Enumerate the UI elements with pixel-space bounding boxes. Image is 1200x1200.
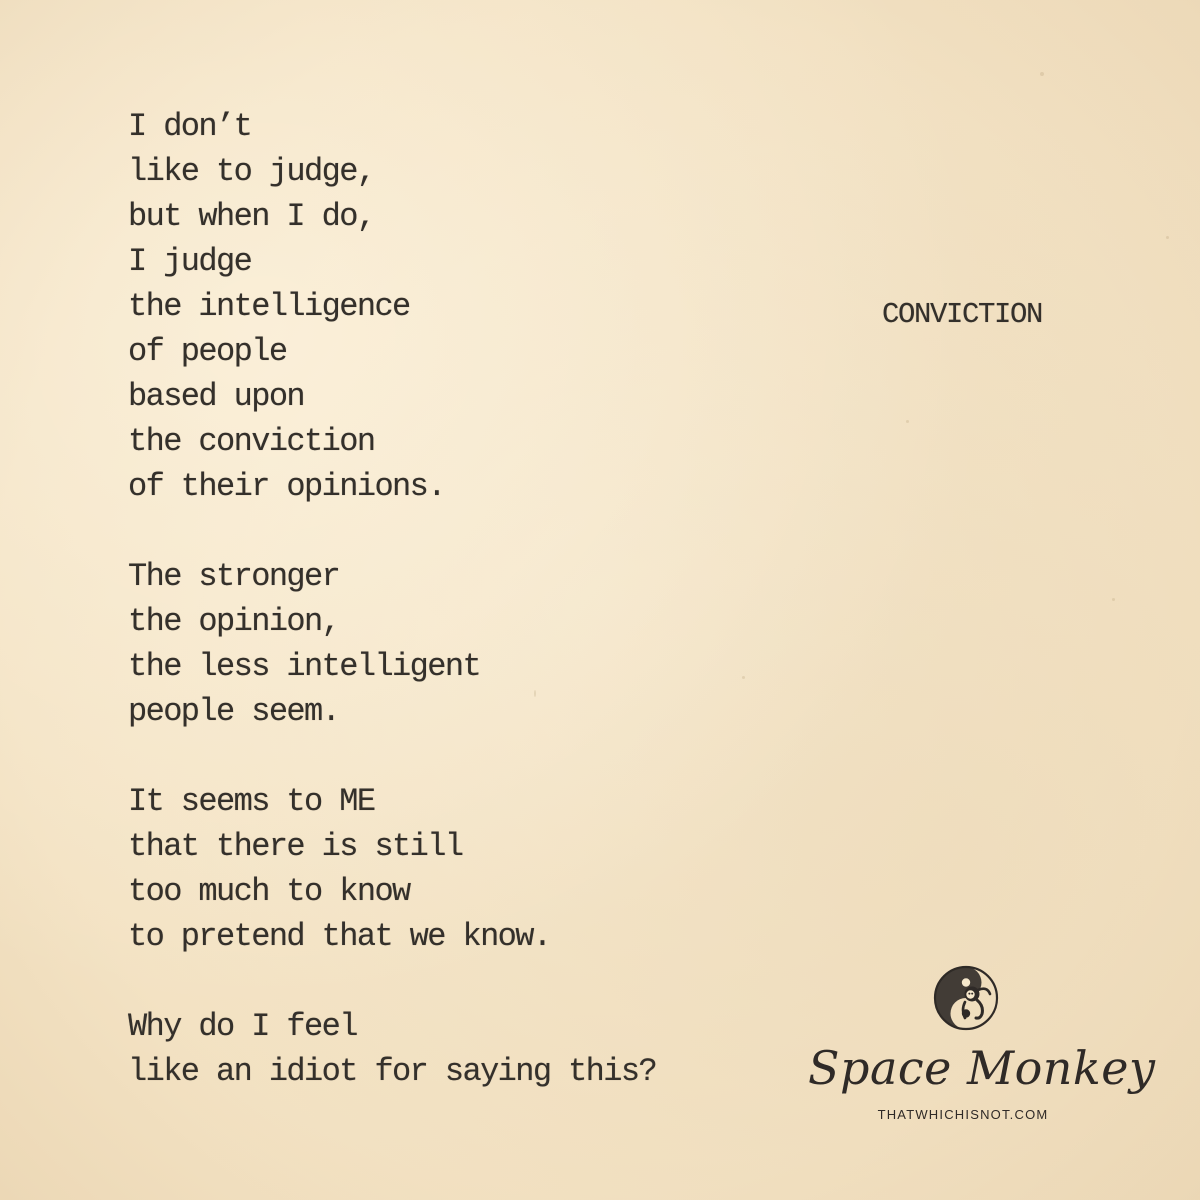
poem-line: the opinion, — [128, 603, 340, 640]
poem-line: like to judge, — [128, 153, 375, 190]
poem-title: CONVICTION — [882, 298, 1043, 331]
poem-line: people seem. — [128, 693, 340, 730]
poem-line: It seems to ME — [128, 783, 375, 820]
poem-line: I judge — [128, 243, 252, 280]
poem-line: The stronger — [128, 558, 340, 595]
poem-line: based upon — [128, 378, 305, 415]
poem-line: to pretend that we know. — [128, 918, 551, 955]
paper-speck — [1112, 598, 1115, 601]
poem-line: but when I do, — [128, 198, 375, 235]
poem-line: of people — [128, 333, 287, 370]
poem-line: of their opinions. — [128, 468, 445, 505]
monkey-yin-yang-icon — [932, 964, 1000, 1032]
paper-speck — [1040, 72, 1044, 76]
stanza-gap — [128, 734, 768, 779]
paper-speck — [1166, 236, 1169, 239]
poem-stanza — [128, 779, 768, 959]
poem-line: like an idiot for saying this? — [128, 1053, 657, 1090]
poem-line: the less intelligent — [128, 648, 481, 685]
poem-body — [128, 104, 768, 1094]
brand-url: THATWHICHISNOT.COM — [877, 1107, 1049, 1122]
paper-speck — [906, 420, 909, 423]
poem-line: the intelligence — [128, 288, 410, 325]
space-monkey-logo — [808, 960, 1156, 1140]
brand-name: Space Monkey — [808, 1041, 1156, 1095]
poem-stanza — [128, 104, 768, 509]
stanza-gap — [128, 959, 768, 1004]
poem-line: too much to know — [128, 873, 410, 910]
poem-stanza — [128, 1004, 768, 1094]
stanza-gap — [128, 509, 768, 554]
poem-line: Why do I feel — [128, 1008, 357, 1045]
poem-line: that there is still — [128, 828, 463, 865]
poem-stanza — [128, 554, 768, 734]
poem-line: the conviction — [128, 423, 375, 460]
poem-line: I don’t — [128, 108, 252, 145]
